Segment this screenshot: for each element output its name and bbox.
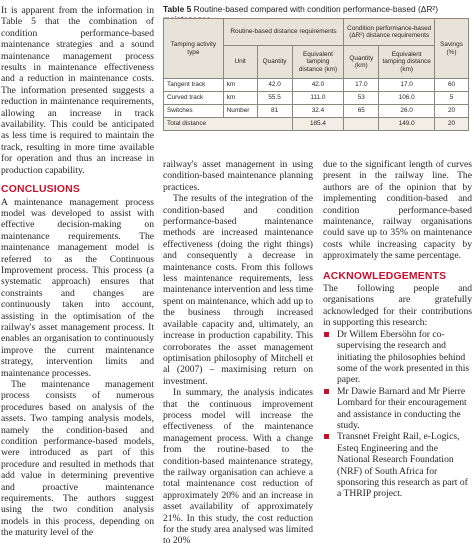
header-quantity: Quantity xyxy=(257,46,292,79)
cell-equivalent-2: 26.0 xyxy=(379,105,435,118)
header-activity-type: Tamping activity type xyxy=(164,19,224,79)
bullet-icon xyxy=(324,332,329,337)
header-condition: Condition performance-based (ΔR²) distance requirements xyxy=(344,19,435,46)
right-paragraph-2: The following people and organisations are gratefully acknowledged for their contributions in supporting this research: xyxy=(323,283,472,329)
table-row xyxy=(164,92,469,105)
cell-equivalent-2: 17.0 xyxy=(379,79,435,92)
middle-paragraph-2: The results of the integration of the condition-based and condition performance-based maintenance methods are increased maintenance effectiveness (doing the right things) and consequently a decrease in maintenance costs. From this follows less maintenance requirements, less maintenance intervention and less time spent on maintenance, which add up to the business through increased available capacity and, ultimately, an increase in production capability. This corroborates the asset management optimisation philosophy of Mitchell et al (2007) – maximising return on investment. xyxy=(163,193,313,387)
middle-paragraph-3: In summary, the analysis indicates that the continuous improvement process model will increase the effectiveness of the maintenance management process. With a change from the routine-based to the condition-based maintenance strategy, the railway organisation can achieve a total maintenance cost reduction of approximately 20% and an increase in asset availability of approximately 21%. In this study, the cost reduction for the study area analysed was limited to 20% xyxy=(163,387,313,547)
acknowledgements-heading: ACKNOWLEDGEMENTS xyxy=(323,270,447,282)
maintenance-comparison-table xyxy=(163,18,469,131)
cell-savings: 5 xyxy=(435,92,469,105)
cell-type: Switches xyxy=(164,105,224,118)
cell-quantity-km: 53 xyxy=(344,92,379,105)
cell-quantity-km: 65 xyxy=(344,105,379,118)
cell-unit: Number xyxy=(223,105,257,118)
cell-equivalent: 42.0 xyxy=(292,79,344,92)
table-caption-label: Table 5 xyxy=(163,4,192,14)
left-paragraph-2: A maintenance management process model was developed to assist with effective decision-making on maintenance requirements. The maintenance management model is referred to as the Continuous Improvement process. This process (a systematic approach) ensures that constraints and changes are continuously taken into account, assisting in the optimisation of the railway's asset management process. It enables an organisation to continuously improve the current maintenance strategy, intervention limits and maintenance processes. xyxy=(1,196,154,379)
cell-equivalent: 111.0 xyxy=(292,92,344,105)
list-item-text: Mr Dawie Barnard and Mr Pierre Lombard for their encouragement and assistance in conducting the study. xyxy=(337,385,467,431)
list-item xyxy=(323,431,472,499)
middle-paragraph-1: railway's asset management in using condition-based maintenance planning practices. xyxy=(163,159,313,193)
cell-quantity-km: 17.0 xyxy=(344,79,379,92)
header-savings: Savings (%) xyxy=(435,19,469,79)
cell-quantity: 81 xyxy=(257,105,292,118)
conclusions-heading: CONCLUSIONS xyxy=(1,184,80,196)
table-row xyxy=(164,79,469,92)
cell-total-empty xyxy=(344,118,379,131)
list-item-text: Dr Willem Ebersöhn for co-supervising the research and initiating the philosophies behind some of the work presented in this paper. xyxy=(337,328,470,386)
cell-total-condition: 149.0 xyxy=(379,118,435,131)
acknowledgements-list xyxy=(323,329,472,500)
table-row xyxy=(164,105,469,118)
header-equivalent-distance: Equivalent tamping distance (km) xyxy=(292,46,344,79)
list-item xyxy=(323,386,472,432)
cell-type: Tangent track xyxy=(164,79,224,92)
cell-total-savings: 20 xyxy=(435,118,469,131)
cell-unit: km xyxy=(223,92,257,105)
left-column xyxy=(1,5,154,539)
cell-equivalent: 32.4 xyxy=(292,105,344,118)
header-equivalent-distance-2: Equivalent tamping distance (km) xyxy=(379,46,435,79)
left-paragraph-1: It is apparent from the information in Table 5 that the combination of condition performance-based maintenance strategies and a sound maintenance management process results in maintenance effectiveness and a reduction in maintenance costs. The information presented suggests a reduction in maintenance requirements, allowing an increase in track availability. This could be anticipated as less time is required to maintain the track, resulting in more time available for operation and thus an increase in production capability. xyxy=(1,5,154,176)
table-header-row-1 xyxy=(164,19,469,46)
bullet-icon xyxy=(324,434,329,439)
list-item-text: Transnet Freight Rail, e-Logics, Esteq Engineering and the National Research Foundation (NRF) of South Africa for sponsoring this research as part of a THRIP project. xyxy=(337,431,468,500)
cell-savings: 60 xyxy=(435,79,469,92)
right-paragraph-1: due to the significant length of curves present in the railway line. The authors are of the opinion that by implementing condition-based and condition performance-based maintenance, railway organisations could save up to 35% on maintenance costs while increasing capacity by approximately the same percentage. xyxy=(323,159,472,262)
cell-type: Curved track xyxy=(164,92,224,105)
cell-quantity: 55.5 xyxy=(257,92,292,105)
cell-quantity: 42.0 xyxy=(257,79,292,92)
table-total-row xyxy=(164,118,469,131)
list-item xyxy=(323,329,472,386)
cell-equivalent-2: 106.0 xyxy=(379,92,435,105)
cell-total-routine: 185.4 xyxy=(292,118,344,131)
left-paragraph-3: The maintenance management process consists of numerous procedures based on analysis of the assets. Two tamping analysis models, namely the condition-based and condition performance-based models, were introduced as part of this procedure and resulted in methods that add value in determining preventive and proactive maintenance requirements. The authors suggest using the two condition analysis models in this process, depending on the maturity level of the xyxy=(1,379,154,539)
cell-total-label: Total distance xyxy=(164,118,293,131)
middle-column xyxy=(163,159,313,547)
header-routine: Routine-based distance requirements xyxy=(223,19,344,46)
header-quantity-km: Quantity (km) xyxy=(344,46,379,79)
cell-savings: 20 xyxy=(435,105,469,118)
cell-unit: km xyxy=(223,79,257,92)
right-column xyxy=(323,159,472,500)
table-caption-text: Routine-based compared with condition performance-based (ΔR²) xyxy=(193,4,438,14)
bullet-icon xyxy=(324,389,329,394)
header-unit: Unit xyxy=(223,46,257,79)
